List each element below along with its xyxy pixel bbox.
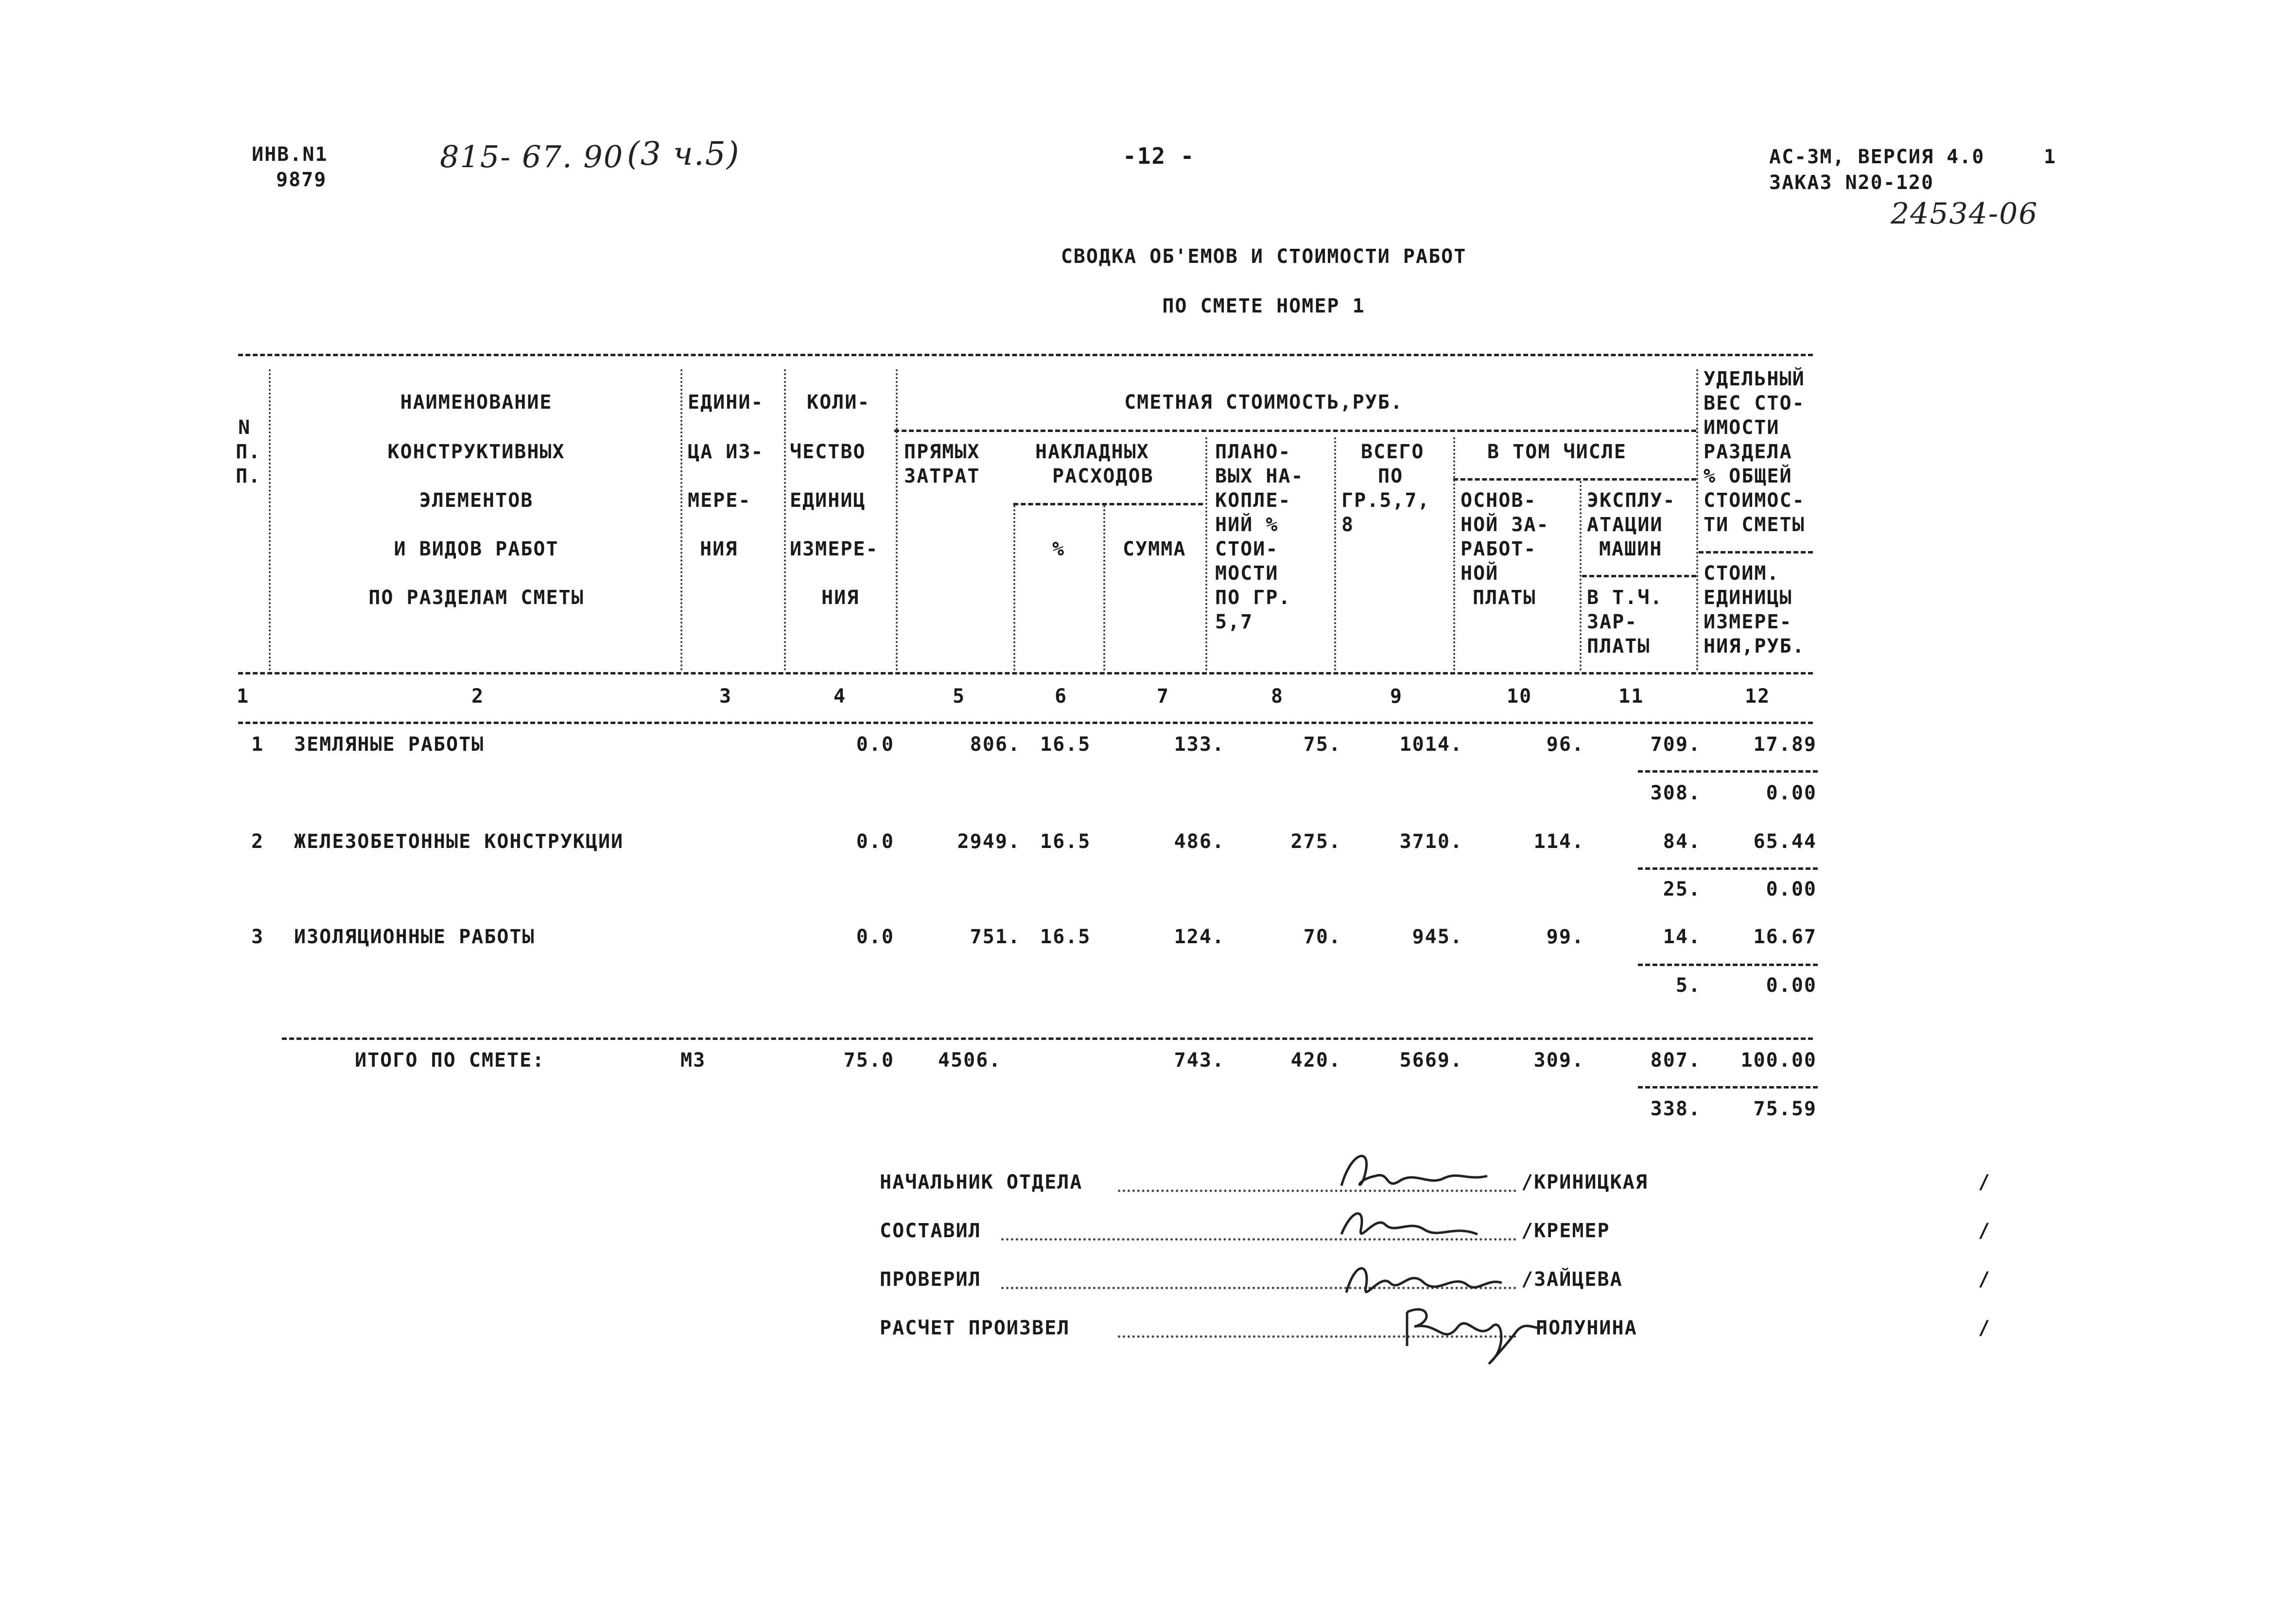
inventory-number: 9879 bbox=[276, 169, 327, 191]
col-sep bbox=[784, 369, 786, 671]
header-incl-group: В ТОМ ЧИСЛЕ bbox=[1487, 441, 1627, 463]
signature-end: / bbox=[1978, 1268, 1991, 1291]
header-col-name-4: И ВИДОВ РАБОТ bbox=[394, 538, 559, 560]
signature-role: РАСЧЕТ ПРОИЗВЕЛ bbox=[880, 1317, 1070, 1339]
col-sep bbox=[1453, 437, 1455, 671]
page-number: -12 - bbox=[1123, 143, 1195, 169]
header-col-direct-1: ПРЯМЫХ bbox=[904, 441, 980, 463]
row-qty: 0.0 bbox=[856, 733, 894, 756]
col-sep bbox=[1205, 437, 1207, 671]
header-col-n-3: П. bbox=[236, 465, 261, 487]
header-col-planned-6: МОСТИ bbox=[1215, 562, 1279, 585]
col-sep bbox=[1103, 505, 1105, 671]
header-col-share-6: СТОИМОС- bbox=[1704, 489, 1805, 512]
header-col-planned-2: ВЫХ НА- bbox=[1215, 465, 1304, 487]
document-subtitle: ПО СМЕТЕ НОМЕР 1 bbox=[1162, 295, 1365, 317]
col-sep bbox=[1580, 481, 1582, 671]
header-col-planned-7: ПО ГР. bbox=[1215, 587, 1291, 609]
signature-end: / bbox=[1978, 1220, 1991, 1242]
signature-name: /КРИНИЦКАЯ bbox=[1521, 1171, 1648, 1193]
signature-role: ПРОВЕРИЛ bbox=[880, 1268, 981, 1291]
header-col-total-1: ВСЕГО bbox=[1361, 441, 1425, 463]
header-col-base-wage-5: ПЛАТЫ bbox=[1473, 587, 1536, 609]
header-col-share-sub-3: ИЗМЕРЕ- bbox=[1704, 611, 1792, 633]
header-col-share-1: УДЕЛЬНЫЙ bbox=[1704, 368, 1805, 390]
header-col-machines-3: МАШИН bbox=[1599, 538, 1663, 560]
total-unit-cost: 75.59 bbox=[1753, 1098, 1817, 1120]
header-col-planned-1: ПЛАНО- bbox=[1215, 441, 1291, 463]
row-machines: 709. bbox=[1650, 733, 1701, 756]
header-col-qty-1: КОЛИ- bbox=[807, 391, 870, 414]
signature-name: ПОЛУНИНА bbox=[1536, 1317, 1637, 1339]
header-col-machines-sub-3: ПЛАТЫ bbox=[1587, 635, 1651, 657]
row-unit-cost: 0.00 bbox=[1766, 782, 1817, 804]
row-machines: 14. bbox=[1663, 926, 1701, 948]
header-col-qty-3: ЕДИНИЦ bbox=[790, 489, 866, 512]
header-numbers-bottom-rule bbox=[238, 722, 1813, 724]
col-number: 11 bbox=[1618, 685, 1644, 708]
header-col-overhead-1: НАКЛАДНЫХ bbox=[1035, 441, 1149, 463]
header-col-machines-sub-1: В Т.Ч. bbox=[1587, 587, 1663, 609]
header-col-share-3: ИМОСТИ bbox=[1704, 416, 1780, 439]
order-number: ЗАКАЗ N20-120 bbox=[1769, 172, 1934, 194]
overhead-sub-rule bbox=[1013, 503, 1203, 505]
row-pct: 16.5 bbox=[1040, 830, 1091, 853]
inventory-label: ИНВ.N1 bbox=[252, 143, 328, 166]
header-col-total-3: ГР.5,7, bbox=[1341, 489, 1430, 512]
header-col-planned-4: НИЙ % bbox=[1215, 514, 1279, 536]
header-col-share-7: ТИ СМЕТЫ bbox=[1704, 514, 1805, 536]
signature-end: / bbox=[1978, 1171, 1991, 1193]
col-number: 6 bbox=[1055, 685, 1068, 708]
handwritten-code: 24534-06 bbox=[1891, 197, 2038, 231]
row-wage: 114. bbox=[1533, 830, 1584, 853]
signature-name: /КРЕМЕР bbox=[1521, 1220, 1610, 1242]
header-col-base-wage-2: НОЙ ЗА- bbox=[1461, 514, 1549, 536]
share-sub-rule bbox=[1699, 551, 1813, 553]
row-planned: 70. bbox=[1303, 926, 1341, 948]
header-col-machines-sub-2: ЗАР- bbox=[1587, 611, 1638, 633]
row-machines-wage: 308. bbox=[1650, 782, 1701, 804]
col-number: 12 bbox=[1745, 685, 1771, 708]
header-cost-group: СМЕТНАЯ СТОИМОСТЬ,РУБ. bbox=[1124, 391, 1403, 414]
header-col-name-3: ЭЛЕМЕНТОВ bbox=[419, 489, 534, 512]
header-col-name-2: КОНСТРУКТИВНЫХ bbox=[387, 441, 565, 463]
total-unit: М3 bbox=[680, 1049, 706, 1071]
handwritten-signature bbox=[1400, 1293, 1546, 1370]
col-number: 1 bbox=[237, 685, 250, 708]
total-direct: 4506. bbox=[938, 1049, 1002, 1071]
header-col-total-2: ПО bbox=[1378, 465, 1404, 487]
row-name: ЗЕМЛЯНЫЕ РАБОТЫ bbox=[294, 733, 485, 756]
signature-role: СОСТАВИЛ bbox=[880, 1220, 981, 1242]
col-sep bbox=[269, 369, 271, 671]
row-wage: 96. bbox=[1546, 733, 1584, 756]
signature-end: / bbox=[1978, 1317, 1991, 1339]
total-top-rule bbox=[282, 1037, 1813, 1040]
header-numbers-top-rule bbox=[238, 672, 1813, 674]
header-col-share-sub-1: СТОИМ. bbox=[1704, 562, 1780, 585]
row-2-sub-rule bbox=[1638, 867, 1818, 870]
header-col-base-wage-3: РАБОТ- bbox=[1461, 538, 1537, 560]
row-direct: 2949. bbox=[957, 830, 1021, 853]
row-total: 1014. bbox=[1399, 733, 1463, 756]
total-share: 100.00 bbox=[1740, 1049, 1817, 1071]
handwritten-reference: 815- 67. 90 bbox=[440, 139, 624, 174]
row-qty: 0.0 bbox=[856, 830, 894, 853]
row-machines-wage: 25. bbox=[1663, 878, 1701, 900]
col-sep bbox=[1334, 437, 1336, 671]
machines-sub-rule bbox=[1582, 575, 1696, 577]
col-number: 7 bbox=[1157, 685, 1170, 708]
header-col-machines-2: АТАЦИИ bbox=[1587, 514, 1663, 536]
row-name: ИЗОЛЯЦИОННЫЕ РАБОТЫ bbox=[294, 926, 535, 948]
col-number: 8 bbox=[1271, 685, 1284, 708]
row-sum: 124. bbox=[1174, 926, 1225, 948]
row-sum: 486. bbox=[1174, 830, 1225, 853]
row-direct: 751. bbox=[970, 926, 1021, 948]
row-total: 3710. bbox=[1399, 830, 1463, 853]
header-col-direct-2: ЗАТРАТ bbox=[904, 465, 980, 487]
document-title: СВОДКА ОБ'ЕМОВ И СТОИМОСТИ РАБОТ bbox=[1061, 245, 1467, 268]
header-col-unit-4: НИЯ bbox=[700, 538, 738, 560]
row-1-sub-rule bbox=[1638, 770, 1818, 773]
header-col-name-1: НАИМЕНОВАНИЕ bbox=[400, 391, 553, 414]
header-col-qty-5: НИЯ bbox=[821, 587, 860, 609]
row-unit-cost: 0.00 bbox=[1766, 878, 1817, 900]
header-col-machines-1: ЭКСПЛУ- bbox=[1587, 489, 1676, 512]
col-number: 9 bbox=[1390, 685, 1403, 708]
header-col-planned-8: 5,7 bbox=[1215, 611, 1253, 633]
header-col-share-5: % ОБЩЕЙ bbox=[1704, 465, 1792, 487]
header-col-share-sub-4: НИЯ,РУБ. bbox=[1704, 635, 1805, 657]
header-col-pct: % bbox=[1052, 538, 1065, 560]
software-version: АС-3М, ВЕРСИЯ 4.0 bbox=[1769, 146, 1985, 168]
header-col-base-wage-4: НОЙ bbox=[1461, 562, 1499, 585]
header-col-n-2: П. bbox=[236, 441, 261, 463]
total-total: 5669. bbox=[1399, 1049, 1463, 1071]
handwritten-reference-paren: (3 ч.5) bbox=[627, 135, 740, 173]
header-col-unit-1: ЕДИНИ- bbox=[688, 391, 764, 414]
header-col-sum: СУММА bbox=[1123, 538, 1186, 560]
col-number: 4 bbox=[834, 685, 847, 708]
row-number: 1 bbox=[251, 733, 264, 756]
row-number: 3 bbox=[251, 926, 264, 948]
col-sep bbox=[1696, 369, 1698, 671]
col-number: 3 bbox=[719, 685, 732, 708]
header-col-total-4: 8 bbox=[1341, 514, 1355, 536]
col-number: 10 bbox=[1507, 685, 1532, 708]
col-number: 5 bbox=[953, 685, 966, 708]
version-page: 1 bbox=[2044, 146, 2057, 168]
header-col-share-2: ВЕС СТО- bbox=[1704, 392, 1805, 415]
total-planned: 420. bbox=[1290, 1049, 1341, 1071]
row-number: 2 bbox=[251, 830, 264, 853]
cost-group-rule bbox=[894, 430, 1696, 432]
row-machines-wage: 5. bbox=[1675, 974, 1701, 997]
header-col-base-wage-1: ОСНОВ- bbox=[1461, 489, 1537, 512]
row-3-sub-rule bbox=[1638, 964, 1818, 966]
row-planned: 275. bbox=[1290, 830, 1341, 853]
total-machines: 807. bbox=[1650, 1049, 1701, 1071]
header-col-share-sub-2: ЕДИНИЦЫ bbox=[1704, 587, 1792, 609]
total-label: ИТОГО ПО СМЕТЕ: bbox=[355, 1049, 545, 1071]
handwritten-signature bbox=[1332, 1195, 1497, 1254]
row-unit-cost: 0.00 bbox=[1766, 974, 1817, 997]
signature-name: /ЗАЙЦЕВА bbox=[1521, 1268, 1623, 1291]
header-col-name-5: ПО РАЗДЕЛАМ СМЕТЫ bbox=[368, 587, 584, 609]
header-col-planned-5: СТОИ- bbox=[1215, 538, 1279, 560]
header-col-unit-2: ЦА ИЗ- bbox=[688, 441, 764, 463]
row-name: ЖЕЛЕЗОБЕТОННЫЕ КОНСТРУКЦИИ bbox=[294, 830, 624, 853]
col-sep bbox=[1013, 505, 1015, 671]
total-wage: 309. bbox=[1533, 1049, 1584, 1071]
row-qty: 0.0 bbox=[856, 926, 894, 948]
header-col-share-4: РАЗДЕЛА bbox=[1704, 441, 1792, 463]
row-share: 65.44 bbox=[1753, 830, 1817, 853]
row-planned: 75. bbox=[1303, 733, 1341, 756]
col-sep bbox=[896, 369, 898, 671]
header-col-n-1: N bbox=[238, 416, 251, 439]
total-sum: 743. bbox=[1174, 1049, 1225, 1071]
header-col-planned-3: КОПЛЕ- bbox=[1215, 489, 1291, 512]
total-machines-wage: 338. bbox=[1650, 1098, 1701, 1120]
row-sum: 133. bbox=[1174, 733, 1225, 756]
row-machines: 84. bbox=[1663, 830, 1701, 853]
header-col-overhead-2: РАСХОДОВ bbox=[1052, 465, 1154, 487]
col-number: 2 bbox=[471, 685, 485, 708]
table-top-rule bbox=[238, 354, 1813, 356]
row-share: 16.67 bbox=[1753, 926, 1817, 948]
row-wage: 99. bbox=[1546, 926, 1584, 948]
row-pct: 16.5 bbox=[1040, 733, 1091, 756]
total-sub-rule bbox=[1638, 1086, 1818, 1089]
row-pct: 16.5 bbox=[1040, 926, 1091, 948]
row-direct: 806. bbox=[970, 733, 1021, 756]
col-sep bbox=[680, 369, 682, 671]
row-total: 945. bbox=[1412, 926, 1463, 948]
total-qty: 75.0 bbox=[843, 1049, 894, 1071]
incl-sub-rule bbox=[1453, 478, 1696, 481]
header-col-unit-3: МЕРЕ- bbox=[688, 489, 751, 512]
row-share: 17.89 bbox=[1753, 733, 1817, 756]
signature-role: НАЧАЛЬНИК ОТДЕЛА bbox=[880, 1171, 1083, 1193]
header-col-qty-4: ИЗМЕРЕ- bbox=[790, 538, 879, 560]
header-col-qty-2: ЧЕСТВО bbox=[790, 441, 866, 463]
